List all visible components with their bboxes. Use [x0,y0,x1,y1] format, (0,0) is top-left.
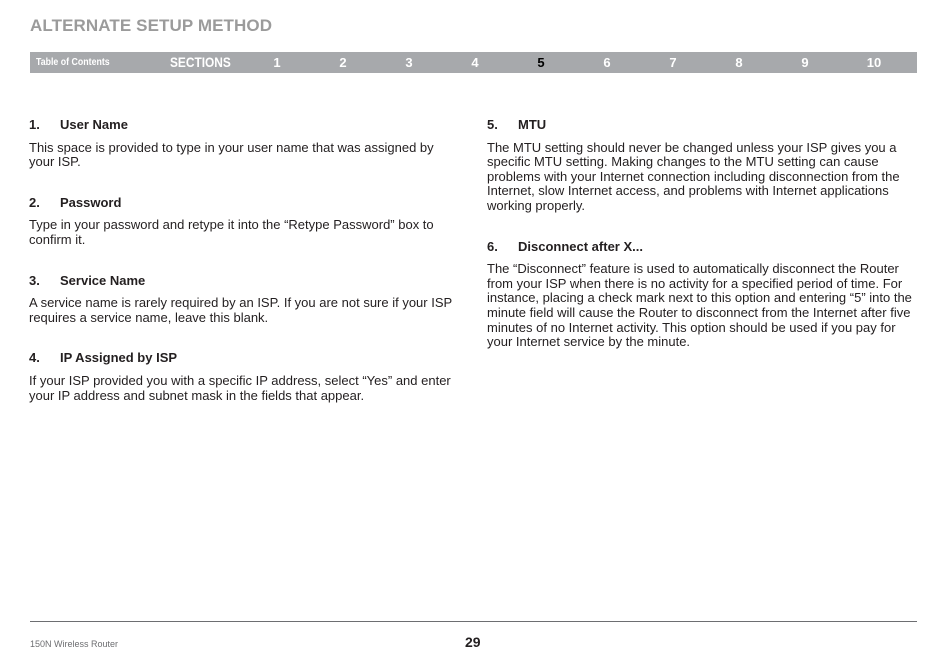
item-number: 5. [487,117,498,132]
item-number: 3. [29,272,40,288]
item-description: If your ISP provided you with a specific IP address, select “Yes” and enter your IP address and subnet mask in the fields that appear. [29,372,451,403]
table-of-contents-link[interactable]: Table of Contents [36,57,110,68]
item-description: The MTU setting should never be changed unless your ISP gives you a specific MTU setting. Making changes to the MTU setting can cause problems with your Internet connection including disconnection from the Internet, slow Internet access, and problems with Internet applications working properly. [487,139,900,213]
section-link-8[interactable]: 8 [735,55,743,70]
item-number: 6. [487,238,498,254]
section-nav-bar [30,52,917,73]
left-column [29,118,461,429]
section-link-10[interactable]: 10 [866,55,882,70]
item-number: 4. [29,350,40,366]
item-description: This space is provided to type in your user name that was assigned by your ISP. [29,139,434,170]
section-link-4[interactable]: 4 [471,55,479,70]
item-title: User Name [60,117,128,132]
section-link-3[interactable]: 3 [405,55,413,70]
footer-divider [30,621,917,622]
item-title: Disconnect after X... [518,238,643,254]
item-title: Service Name [60,272,146,288]
page-header-title: ALTERNATE SETUP METHOD [30,16,273,35]
item-title: MTU [518,117,547,132]
section-link-5[interactable]: 5 [537,55,545,70]
setting-item-disconnect [487,240,915,350]
setting-item-ip-assigned [29,351,461,403]
item-number: 1. [29,117,40,132]
setting-item-mtu [487,118,915,214]
right-column [487,118,915,376]
item-title: Password [60,194,122,210]
item-number: 2. [29,194,40,210]
setting-item-password [29,196,461,248]
item-description: A service name is rarely required by an ISP. If you are not sure if your ISP requires a service name, leave this blank. [29,295,452,325]
page-number: 29 [465,634,481,650]
item-description: The “Disconnect” feature is used to automatically disconnect the Router from your ISP when there is no activity for a specified period of time. For instance, placing a check mark next to this option and entering “5” into the minute field will cause the Router to disconnect from the Internet after five minutes of no Internet activity. This option should be used if you pay for your Internet service by the minute. [487,261,912,350]
section-link-1[interactable]: 1 [273,55,281,70]
section-link-2[interactable]: 2 [339,55,347,70]
setting-item-service-name [29,274,461,326]
item-title: IP Assigned by ISP [60,350,178,366]
section-link-7[interactable]: 7 [669,55,677,70]
section-link-6[interactable]: 6 [603,55,611,70]
item-description: Type in your password and retype it into the “Retype Password” box to confirm it. [29,217,434,247]
section-link-9[interactable]: 9 [801,55,809,70]
setting-item-user-name [29,118,461,170]
footer-product-name: 150N Wireless Router [30,639,119,649]
sections-label: SECTIONS [170,54,231,70]
